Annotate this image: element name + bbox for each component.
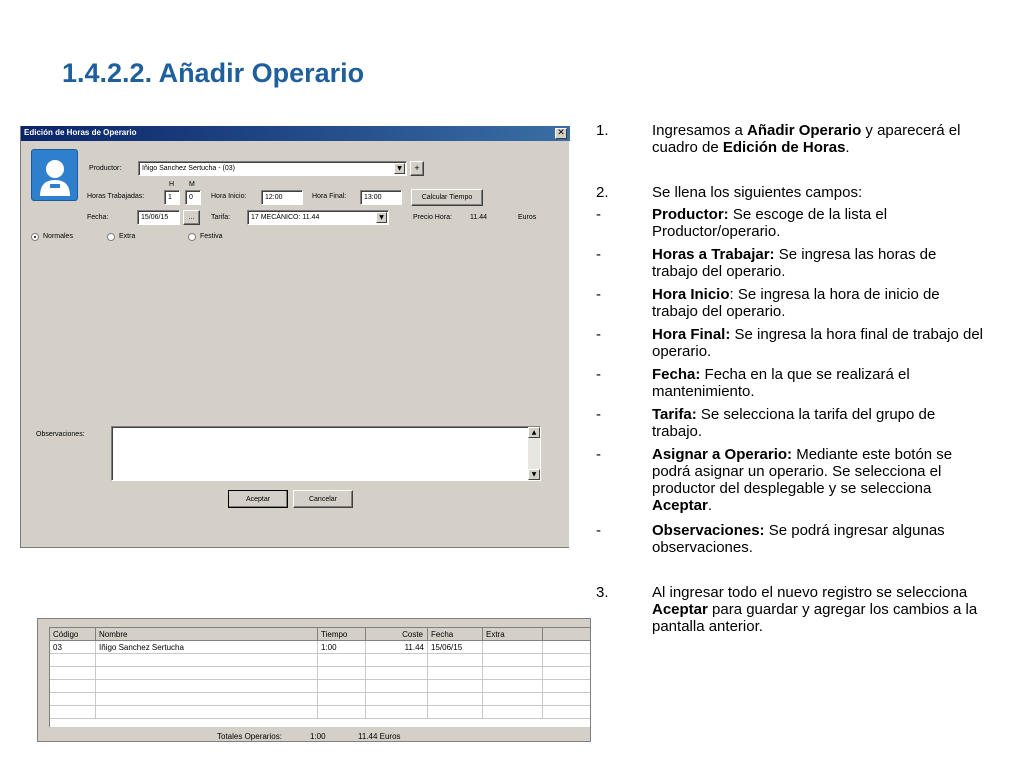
bullet-dash: - <box>596 446 601 463</box>
add-productor-button[interactable]: + <box>410 161 424 176</box>
empty-cell <box>366 693 428 706</box>
fecha-input[interactable]: 15/06/15 <box>137 210 180 225</box>
empty-cell <box>428 706 483 719</box>
empty-cell <box>543 693 590 706</box>
chevron-down-icon[interactable]: ▼ <box>376 212 387 223</box>
empty-cell <box>96 667 318 680</box>
radio-normales[interactable] <box>31 233 39 241</box>
hora-final-label: Hora Final: <box>312 193 347 200</box>
field-item-label: Fecha: <box>652 366 701 383</box>
productor-value: Iñigo Sanchez Sertucha - (03) <box>142 165 235 172</box>
hora-inicio-label: Hora Inicio: <box>211 193 247 200</box>
precio-hora-value: 11.44 <box>470 214 487 221</box>
productor-select[interactable] <box>138 161 407 176</box>
column-header-tiempo[interactable]: Tiempo <box>318 628 366 641</box>
empty-cell <box>366 680 428 693</box>
bullet-dash: - <box>596 286 601 303</box>
field-item-text <box>652 326 986 360</box>
bullet-dash: - <box>596 326 601 343</box>
field-item-bold-tail: Aceptar <box>652 497 708 514</box>
field-item-text <box>652 446 986 514</box>
field-item-text <box>652 522 986 556</box>
operarios-grid <box>37 618 591 742</box>
radio-festiva[interactable] <box>188 233 196 241</box>
field-item-text <box>652 406 986 440</box>
hours-header: H <box>169 181 175 188</box>
field-item-label: Horas a Trabajar: <box>652 246 775 263</box>
scroll-up-icon[interactable]: ▲ <box>528 427 540 438</box>
empty-cell <box>483 693 543 706</box>
empty-cell <box>543 706 590 719</box>
empty-cell <box>366 667 428 680</box>
field-item-desc: Se ingresa las horas de trabajo del operario. <box>652 246 937 280</box>
step-3-number: 3. <box>596 584 609 601</box>
step-1-text <box>652 122 986 156</box>
minutes-input[interactable]: 0 <box>185 190 201 205</box>
empty-cell <box>96 693 318 706</box>
totals-cost: 11.44 Euros <box>358 732 401 741</box>
fecha-label: Fecha: <box>87 214 109 221</box>
step-1-number: 1. <box>596 122 609 139</box>
field-item-label: Observaciones: <box>652 522 765 539</box>
empty-cell <box>96 706 318 719</box>
radio-extra[interactable] <box>107 233 115 241</box>
empty-cell <box>318 706 366 719</box>
horas-trabajadas-label: Horas Trabajadas: <box>87 193 145 200</box>
dialog-title: Edición de Horas de Operario <box>24 128 137 137</box>
empty-cell <box>50 667 96 680</box>
field-item-desc: Se selecciona la tarifa del grupo de trabajo. <box>652 406 936 440</box>
cell-extra <box>483 641 543 654</box>
empty-cell <box>483 680 543 693</box>
cell-codigo: 03 <box>50 641 96 654</box>
step-3-text <box>652 584 986 635</box>
empty-cell <box>318 667 366 680</box>
empty-cell <box>543 680 590 693</box>
bullet-dash: - <box>596 366 601 383</box>
close-icon[interactable]: ✕ <box>555 128 567 139</box>
step-1-text-c: . <box>845 139 850 156</box>
bullet-dash: - <box>596 406 601 423</box>
field-item-text <box>652 366 986 400</box>
tarifa-value: 17 MECÁNICO: 11.44 <box>251 214 320 221</box>
productor-label: Productor: <box>89 165 122 172</box>
empty-cell <box>543 667 590 680</box>
precio-hora-label: Precio Hora: <box>413 214 452 221</box>
user-avatar-icon <box>31 149 78 201</box>
field-item-label: Hora Final: <box>652 326 731 343</box>
bullet-dash: - <box>596 206 601 223</box>
empty-cell <box>50 654 96 667</box>
empty-cell <box>428 667 483 680</box>
edit-hours-dialog <box>20 126 569 548</box>
hora-final-input[interactable]: 13:00 <box>360 190 402 205</box>
step-2-number: 2. <box>596 184 609 201</box>
empty-cell <box>50 693 96 706</box>
cancelar-button[interactable]: Cancelar <box>293 490 353 508</box>
empty-cell <box>366 706 428 719</box>
field-item-text <box>652 206 986 240</box>
tarifa-select[interactable] <box>247 210 389 225</box>
grid-table[interactable] <box>49 627 590 727</box>
column-header-codigo[interactable]: Código <box>50 628 96 641</box>
empty-cell <box>428 654 483 667</box>
column-header-coste[interactable]: Coste <box>366 628 428 641</box>
column-header-fecha[interactable]: Fecha <box>428 628 483 641</box>
empty-cell <box>96 680 318 693</box>
field-item-desc: Mediante este botón se podrá asignar un operario. Se selecciona el productor del desplegable y se selecciona <box>652 446 953 497</box>
field-item-desc: Se podrá ingresar algunas observaciones. <box>652 522 945 556</box>
cell-empty <box>543 641 590 654</box>
euros-label: Euros <box>518 214 537 221</box>
cell-fecha: 15/06/15 <box>428 641 483 654</box>
field-item-desc: Se escoge de la lista el Productor/operario. <box>652 206 888 240</box>
observaciones-textarea[interactable] <box>111 426 541 481</box>
observaciones-label: Observaciones: <box>36 431 85 438</box>
cell-tiempo: 1:00 <box>318 641 366 654</box>
column-header-empty <box>543 628 590 641</box>
field-item-desc: : Se ingresa la hora de inicio de trabajo del operario. <box>652 286 940 320</box>
empty-cell <box>318 654 366 667</box>
field-item-label: Asignar a Operario: <box>652 446 793 463</box>
field-item-text <box>652 286 986 320</box>
empty-cell <box>543 654 590 667</box>
step-1-text-a: Ingresamos a <box>652 122 748 139</box>
totals-label: Totales Operarios: <box>217 732 282 741</box>
step-2-text: Se llena los siguientes campos: <box>652 184 863 201</box>
bullet-dash: - <box>596 246 601 263</box>
minutes-header: M <box>189 181 195 188</box>
aceptar-button[interactable]: Aceptar <box>228 490 288 508</box>
radio-normales-label: Normales <box>43 233 73 240</box>
tarifa-label: Tarifa: <box>211 214 231 221</box>
empty-cell <box>483 654 543 667</box>
field-item-label: Hora Inicio <box>652 286 730 303</box>
step-3-text-b: para guardar y agregar los cambios a la pantalla anterior. <box>652 601 978 635</box>
empty-cell <box>318 680 366 693</box>
field-item-tail: . <box>707 497 713 514</box>
hours-input[interactable]: 1 <box>164 190 180 205</box>
empty-cell <box>50 680 96 693</box>
scroll-down-icon[interactable]: ▼ <box>528 469 540 480</box>
field-item-label: Productor: <box>652 206 729 223</box>
step-3-text-a: Al ingresar todo el nuevo registro se selecciona <box>652 584 968 601</box>
empty-cell <box>366 654 428 667</box>
step-3-bold: Aceptar <box>652 601 708 618</box>
field-item-desc: Se ingresa la hora final de trabajo del operario. <box>652 326 984 360</box>
calcular-tiempo-button[interactable]: Calcular Tiempo <box>411 189 483 206</box>
empty-cell <box>428 680 483 693</box>
step-1-bold-a: Añadir Operario <box>747 122 862 139</box>
step-1-text-b: y aparecerá el cuadro de <box>652 122 961 156</box>
field-item-label: Tarifa: <box>652 406 697 423</box>
hora-inicio-input[interactable]: 12:00 <box>261 190 303 205</box>
radio-extra-label: Extra <box>119 233 136 240</box>
empty-cell <box>50 706 96 719</box>
field-item-desc: Fecha en la que se realizará el mantenimiento. <box>652 366 910 400</box>
column-header-nombre[interactable]: Nombre <box>96 628 318 641</box>
chevron-down-icon[interactable]: ▼ <box>394 163 405 174</box>
page-title: 1.4.2.2. Añadir Operario <box>62 58 365 88</box>
empty-cell <box>428 693 483 706</box>
totals-time: 1:00 <box>310 732 326 741</box>
date-picker-button[interactable]: ... <box>183 210 200 225</box>
observaciones-scrollbar[interactable] <box>528 427 540 480</box>
empty-cell <box>96 654 318 667</box>
bullet-dash: - <box>596 522 601 539</box>
radio-festiva-label: Festiva <box>200 233 223 240</box>
cell-nombre: Iñigo Sanchez Sertucha <box>96 641 318 654</box>
dialog-titlebar <box>21 126 570 141</box>
cell-coste: 11.44 <box>366 641 428 654</box>
field-item-text <box>652 246 986 280</box>
empty-cell <box>483 667 543 680</box>
empty-cell <box>318 693 366 706</box>
step-1-bold-b: Edición de Horas <box>722 139 846 156</box>
empty-cell <box>483 706 543 719</box>
column-header-extra[interactable]: Extra <box>483 628 543 641</box>
